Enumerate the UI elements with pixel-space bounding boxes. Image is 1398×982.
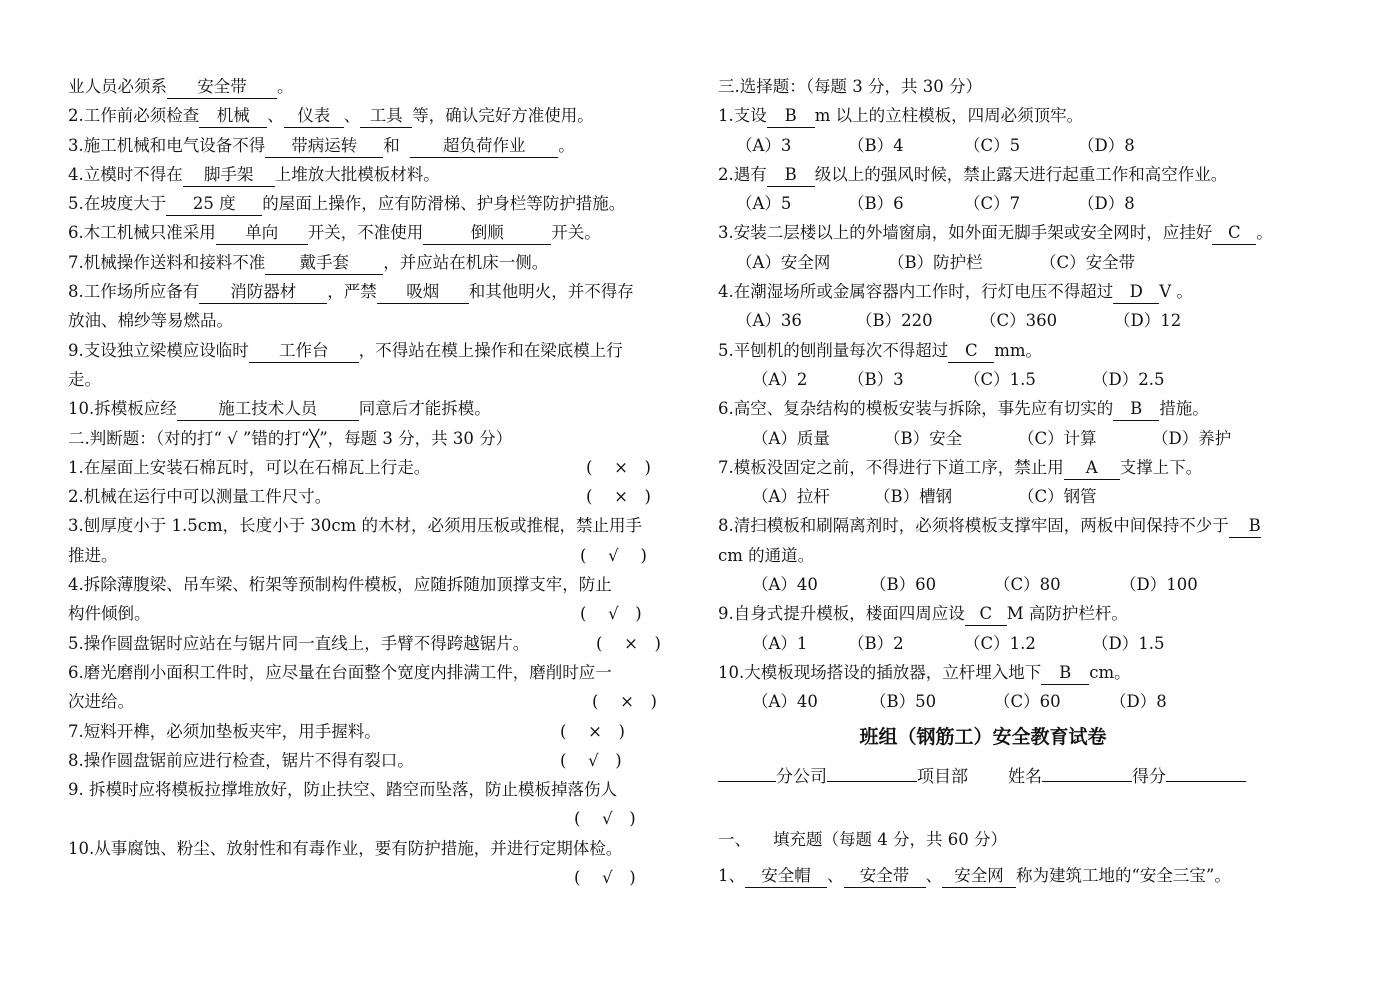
option-d: （D）养护	[1152, 428, 1232, 448]
judge-item-6: 6.磨光磨削小面积工件时，应尽量在台面整个宽度内排满工件，磨削时应一	[68, 662, 612, 682]
choice-question-4: 4.在潮湿场所或金属容器内工作时，行灯电压不得超过 D V 。	[718, 277, 1348, 306]
fill-question-7: 7.机械操作送料和接料不准 戴手套 ，并应站在机床一侧。	[68, 248, 688, 277]
judge-item-2: 2.机械在运行中可以测量工件尺寸。 ( × )	[68, 482, 688, 511]
option-a: （A）36	[736, 311, 802, 331]
dept-field[interactable]	[827, 759, 917, 782]
answer-blank: 安全帽	[745, 865, 827, 888]
option-d: （D）12	[1114, 311, 1182, 331]
choice-options-10	[718, 687, 1348, 716]
option-a: （A）40	[752, 575, 818, 595]
answer-blank: 机械	[199, 105, 267, 128]
exam-info-row: 分公司 项目部 姓名 得分	[718, 757, 1348, 797]
choice-options-8	[718, 570, 1348, 599]
option-a: （A）安全网	[736, 252, 831, 272]
option-c: （C）5	[964, 135, 1021, 155]
option-b: （B）槽钢	[874, 487, 953, 507]
choice-question-8-cont: cm 的通道。	[718, 545, 815, 565]
option-a: （A）质量	[752, 428, 830, 448]
option-c: （C）1.2	[964, 633, 1036, 653]
fill-question-3: 3.施工机械和电气设备不得 带病运转 和 超负荷作业 。	[68, 131, 688, 160]
option-a: （A）拉杆	[752, 487, 830, 507]
judge-item-8: 8.操作圆盘锯前应进行检查，锯片不得有裂口。 ( √ )	[68, 746, 688, 775]
answer-blank: 工作台	[249, 340, 359, 363]
choice-options-4	[718, 306, 1348, 335]
answer-blank: B	[1113, 398, 1159, 421]
choice-question-7: 7.模板没固定之前，不得进行下道工序，禁止用 A 支撑上下。	[718, 453, 1348, 482]
choice-options-1	[718, 131, 1348, 160]
judge-item-4: 4.拆除薄腹梁、吊车梁、桁架等预制构件模板，应随拆随加顶撑支牢，防止	[68, 575, 612, 595]
answer-blank: 吸烟	[377, 281, 469, 304]
judge-item-9: 9. 拆模时应将模板拉撑堆放好，防止扶空、踏空而坠落，防止模板掉落伤人	[68, 780, 617, 800]
option-b: （B）安全	[884, 428, 963, 448]
judge-answer-mark: ( √ )	[574, 809, 636, 829]
option-a: （A）2	[752, 369, 808, 389]
fill-question-8: 8.工作场所应备有 消防器材 ，严禁 吸烟 和其他明火，并不得存	[68, 277, 688, 306]
option-c: （C）1.5	[964, 369, 1036, 389]
option-b: （B）60	[870, 575, 937, 595]
judge-item-7: 7.短料开榫，必须加垫板夹牢，用手握料。 ( × )	[68, 717, 688, 746]
judge-answer-mark: ( × )	[560, 721, 625, 741]
choice-question-3: 3.安装二层楼以上的外墙窗扇，如外面无脚手架或安全网时，应挂好 C 。	[718, 218, 1348, 247]
choice-question-2: 2.遇有 B 级以上的强风时候，禁止露天进行起重工作和高空作业。	[718, 160, 1348, 189]
answer-blank: 带病运转	[265, 135, 383, 158]
fill-question-6: 6.木工机械只准采用 单向 开关，不准使用 倒顺 开关。	[68, 218, 688, 247]
option-b: （B）2	[848, 633, 904, 653]
option-b: （B）6	[848, 194, 904, 214]
fill-question-2: 2.工作前必须检查 机械 、 仪表 、 工具 等，确认完好方准使用。	[68, 101, 688, 130]
judge-item-1: 1.在屋面上安装石棉瓦时，可以在石棉瓦上行走。 ( × )	[68, 453, 688, 482]
option-d: （D）2.5	[1092, 369, 1165, 389]
option-c: （C）80	[994, 575, 1061, 595]
choice-options-9	[718, 629, 1348, 658]
option-b: （B）4	[848, 135, 904, 155]
answer-blank: B	[1041, 662, 1089, 685]
choice-options-6	[718, 424, 1348, 453]
answer-blank: 消防器材	[199, 281, 327, 304]
answer-blank: 倒顺	[423, 222, 551, 245]
judge-item-10: 10.从事腐蚀、粉尘、放射性和有毒作业，要有防护措施，并进行定期体检。	[68, 838, 623, 858]
fill-question-9-cont: 走。	[68, 369, 101, 389]
answer-blank: C	[1212, 222, 1256, 245]
answer-blank: C	[965, 603, 1007, 626]
fill-question-1: 1、 安全帽 、 安全带 、 安全网 称为建筑工地的“安全三宝”。	[718, 861, 1348, 890]
spacer	[718, 797, 1348, 825]
answer-blank: 超负荷作业	[410, 135, 558, 158]
answer-blank: 安全带	[167, 76, 277, 99]
choice-options-3	[718, 248, 1348, 277]
left-column	[68, 72, 688, 892]
judge-item-5: 5.操作圆盘锯时应站在与锯片同一直线上，手臂不得跨越锯片。 ( × )	[68, 629, 688, 658]
option-a: （A）3	[736, 135, 792, 155]
answer-blank: 仪表	[284, 105, 344, 128]
exam-title: 班组（钢筋工）安全教育试卷	[859, 725, 1107, 748]
choice-question-5: 5.平刨机的刨削量每次不得超过 C mm。	[718, 336, 1348, 365]
answer-blank: 安全带	[844, 865, 926, 888]
option-c: （C）7	[964, 194, 1021, 214]
answer-blank: B	[767, 164, 815, 187]
judge-item-9-cont	[68, 804, 688, 833]
judge-answer-mark: ( × )	[596, 633, 661, 653]
judge-answer-mark: ( √ )	[580, 545, 647, 565]
judge-answer-mark: ( √ )	[574, 868, 636, 888]
answer-blank: 25 度	[166, 193, 262, 216]
fill-question-8-cont: 放油、棉纱等易燃品。	[68, 311, 233, 331]
branch-field[interactable]	[718, 759, 776, 782]
fill-question-4: 4.立模时不得在 脚手架 上堆放大批模板材料。	[68, 160, 688, 189]
option-d: （D）8	[1078, 135, 1135, 155]
option-c: （C）360	[980, 311, 1058, 331]
option-c: （C）钢管	[1018, 487, 1097, 507]
answer-blank: 戴手套	[265, 252, 383, 275]
option-a: （A）1	[752, 633, 808, 653]
judge-answer-mark: ( × )	[592, 692, 657, 712]
fill-question-tail: 业人员必须系 安全带 。	[68, 72, 688, 101]
judge-answer-mark: ( × )	[586, 487, 651, 507]
answer-blank: 工具	[360, 105, 412, 128]
judge-item-3-cont: 推进。 ( √ )	[68, 541, 688, 570]
answer-blank: B	[1229, 515, 1261, 538]
answer-blank: 脚手架	[183, 164, 275, 187]
fill-question-10: 10.拆模板应经 施工技术人员 同意后才能拆模。	[68, 394, 688, 423]
option-a: （A）40	[752, 692, 818, 712]
option-c: （C）60	[994, 692, 1061, 712]
answer-blank: C	[948, 340, 994, 363]
judge-item-10-cont	[68, 863, 688, 892]
name-field[interactable]	[1042, 759, 1132, 782]
judge-item-3: 3.刨厚度小于 1.5cm，长度小于 30cm 的木材，必须用压板或推棍，禁止用手	[68, 516, 642, 536]
choice-options-5	[718, 365, 1348, 394]
answer-blank: 施工技术人员	[177, 398, 359, 421]
judge-answer-mark: ( √ )	[580, 604, 642, 624]
judge-answer-mark: ( √ )	[560, 750, 622, 770]
choice-question-8: 8.清扫模板和刷隔离剂时，必须将模板支撑牢固，两板中间保持不少于 B	[718, 511, 1348, 540]
choice-question-9: 9.自身式提升模板，楼面四周应设 C M 高防护栏杆。	[718, 599, 1348, 628]
judge-item-4-cont: 构件倾倒。 ( √ )	[68, 599, 688, 628]
choice-question-1: 1.支设 B m 以上的立柱模板，四周必须顶牢。	[718, 101, 1348, 130]
answer-blank: 安全网	[942, 865, 1016, 888]
choice-options-7	[718, 482, 1348, 511]
option-b: （B）50	[870, 692, 937, 712]
answer-blank: A	[1064, 457, 1120, 480]
choice-options-2	[718, 189, 1348, 218]
right-column	[718, 72, 1348, 890]
judge-section-heading: 二.判断题：（对的打“ √ ”错的打“╳”，每题 3 分，共 30 分）	[68, 428, 513, 448]
answer-blank: B	[767, 105, 815, 128]
judge-item-6-cont: 次进给。 ( × )	[68, 687, 688, 716]
fill-question-5: 5.在坡度大于 25 度 的屋面上操作，应有防滑梯、护身栏等防护措施。	[68, 189, 688, 218]
option-d: （D）1.5	[1092, 633, 1165, 653]
answer-blank: 单向	[216, 222, 308, 245]
option-c: （C）计算	[1018, 428, 1097, 448]
judge-answer-mark: ( × )	[586, 457, 651, 477]
option-b: （B）防护栏	[888, 252, 983, 272]
option-c: （C）安全带	[1040, 252, 1136, 272]
section1-heading: 一、 填充题（每题 4 分，共 60 分）	[718, 829, 1007, 849]
choice-section-heading: 三.选择题：（每题 3 分，共 30 分）	[718, 77, 982, 96]
option-b: （B）3	[848, 369, 904, 389]
choice-question-6: 6.高空、复杂结构的模板安装与拆除，事先应有切实的 B 措施。	[718, 394, 1348, 423]
score-field[interactable]	[1166, 759, 1246, 782]
option-d: （D）8	[1110, 692, 1167, 712]
choice-question-10: 10.大模板现场搭设的插放器，立杆埋入地下 B cm。	[718, 658, 1348, 687]
option-d: （D）100	[1120, 575, 1198, 595]
option-a: （A）5	[736, 194, 792, 214]
option-b: （B）220	[856, 311, 933, 331]
option-d: （D）8	[1078, 194, 1135, 214]
fill-question-9: 9.支设独立梁模应设临时 工作台 ，不得站在模上操作和在梁底模上行	[68, 336, 688, 365]
answer-blank: D	[1113, 281, 1159, 304]
